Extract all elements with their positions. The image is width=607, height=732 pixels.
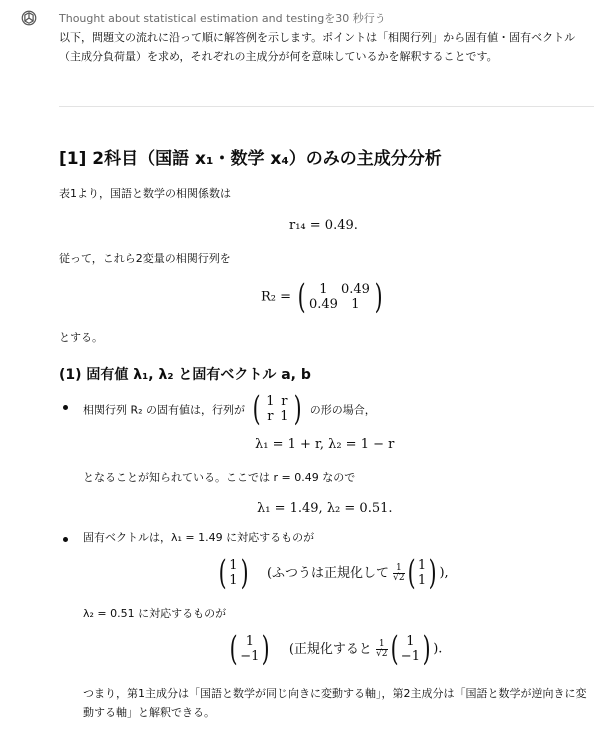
vector-cell: 1: [229, 558, 238, 573]
normalize-fraction: $\frac{1}{√2}$: [393, 562, 405, 583]
vector-cell: −1: [400, 649, 420, 664]
matrix-R2: R₂ = ( 1 0.49 0.49 1 ): [261, 277, 384, 317]
divider: [59, 106, 594, 107]
section-1-text-2: 従って，これら2変量の相関行列を: [59, 252, 231, 265]
bullet-1-line: 相関行列 R₂ の固有値は，行列が ( 1 r r 1 ) の形の場合，: [83, 389, 376, 429]
vector-cell: 1: [417, 558, 427, 573]
eigenvector-1: ( 1 1 ) (ふつうは正規化して $\frac{1}{√2}$( 1 1 ) ),: [218, 553, 449, 593]
matrix-cell: 0.49: [340, 282, 370, 297]
matrix-cell: r: [281, 394, 288, 409]
thinking-status[interactable]: Thought about statistical estimation and testingを30 秒行う: [59, 12, 386, 25]
bullet-1-text-b: の形の場合，: [309, 403, 376, 417]
normalize-fraction: $\frac{1}{√2}$: [376, 638, 388, 659]
matrix-cell: 1: [280, 409, 289, 424]
matrix-cell: 0.49: [308, 297, 338, 312]
vec1-note-b: ),: [439, 565, 449, 581]
matrix-cell: 1: [266, 394, 275, 409]
chatgpt-logo-icon: [20, 9, 38, 27]
section-1-text-3: とする。: [59, 331, 103, 344]
bullet-2-text: 固有ベクトルは，λ₁ = 1.49 に対応するものが: [83, 531, 315, 544]
eigenvector-2: ( 1 −1 ) (正規化すると $\frac{1}{√2}$( 1 −1 ) ).: [229, 629, 443, 669]
bullet-dot: [63, 405, 68, 410]
section-1-text-1: 表1より，国語と数学の相関係数は: [59, 187, 231, 200]
vector-cell: 1: [417, 573, 427, 588]
conclusion-text: つまり，第1主成分は「国語と数学が同じ向きに変動する軸」，第2主成分は「国語と数学が逆向きに変動する軸」と解釈できる。: [83, 687, 587, 719]
known-fact-text: となることが知られている。ここでは r = 0.49 なので: [83, 471, 356, 484]
matrix-R2-label: R₂ =: [261, 289, 292, 305]
equation-eigenvalues: λ₁ = 1.49, λ₂ = 0.51.: [257, 501, 393, 516]
vector-cell: 1: [229, 573, 238, 588]
vec2-note-a: (正規化すると: [288, 641, 372, 657]
equation-general-eigenvalues: λ₁ = 1 + r, λ₂ = 1 − r: [255, 437, 395, 452]
section-2-heading: (1) 固有値 λ₁, λ₂ と固有ベクトル a, b: [59, 367, 311, 383]
vector-cell: −1: [240, 649, 260, 664]
bullet-dot: [63, 537, 68, 542]
section-1-heading: [1] 2科目（国語 x₁・数学 x₄）のみの主成分分析: [59, 149, 442, 169]
matrix-cell: r: [267, 409, 274, 424]
bullet-1-text-a: 相関行列 R₂ の固有値は，行列が: [83, 403, 246, 417]
lambda2-text: λ₂ = 0.51 に対応するものが: [83, 607, 227, 620]
matrix-cell: 1: [319, 282, 328, 297]
intro-paragraph: 以下，問題文の流れに沿って順に解答例を示します。ポイントは「相関行列」から固有値・固有ベクトル（主成分負荷量）を求め，それぞれの主成分が何を意味しているかを解釈することです。: [59, 31, 576, 63]
vec2-note-b: ).: [433, 641, 443, 657]
vec1-note-a: (ふつうは正規化して: [266, 565, 390, 581]
vector-cell: 1: [245, 634, 254, 649]
matrix-cell: 1: [351, 297, 360, 312]
vector-cell: 1: [406, 634, 415, 649]
equation-r14: r₁₄ = 0.49.: [289, 218, 358, 233]
